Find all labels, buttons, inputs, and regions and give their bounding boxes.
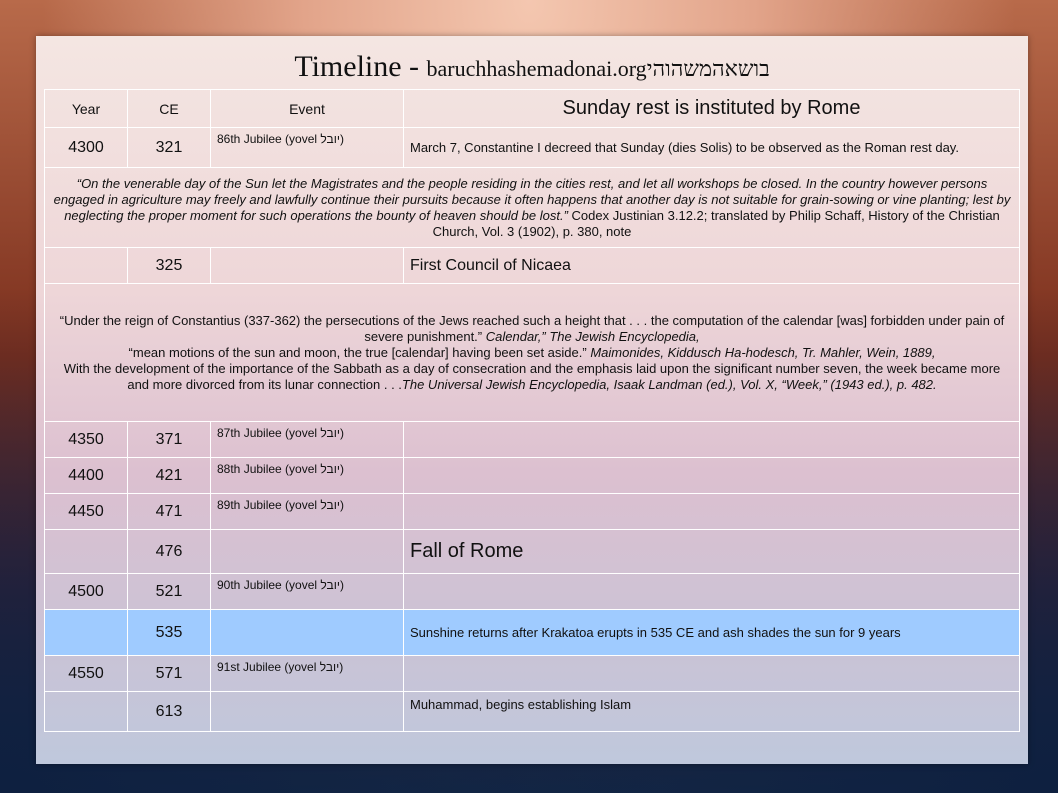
year-cell: 4550 <box>45 656 128 692</box>
jubilee-close: ) <box>339 660 344 674</box>
table-row <box>45 128 1020 168</box>
table-row <box>45 530 1020 574</box>
quote-source: Codex Justinian 3.12.2; translated by Philip Schaff, History of the Christian Church, Vol. 3 (1902), p. 380, note <box>432 207 1000 239</box>
jubilee-cell <box>211 692 404 732</box>
quote-cell <box>45 284 1020 422</box>
jubilee-cell <box>211 458 404 494</box>
quote-row <box>45 168 1020 248</box>
ce-cell: 476 <box>128 530 211 574</box>
table-row <box>45 458 1020 494</box>
jubilee-text: 87th Jubilee (yovel <box>217 426 321 440</box>
ce-cell: 535 <box>128 610 211 656</box>
table-row <box>45 422 1020 458</box>
year-cell: 4350 <box>45 422 128 458</box>
ce-cell: 371 <box>128 422 211 458</box>
ce-cell: 521 <box>128 574 211 610</box>
event-cell: March 7, Constantine I decreed that Sunday (dies Solis) to be observed as the Roman rest day. <box>404 128 1020 168</box>
jubilee-cell <box>211 610 404 656</box>
jubilee-text: 91st Jubilee (yovel <box>217 660 320 674</box>
table-row <box>45 248 1020 284</box>
jubilee-hebrew: יובל <box>320 498 340 512</box>
jubilee-close: ) <box>339 426 344 440</box>
event-cell: Fall of Rome <box>404 530 1020 574</box>
event-cell: First Council of Nicaea <box>404 248 1020 284</box>
table-row <box>45 656 1020 692</box>
jubilee-close: ) <box>339 132 344 146</box>
year-cell <box>45 610 128 656</box>
timeline-table <box>44 89 1020 732</box>
quote-text: “Under the reign of Constantius (337-362) the persecutions of the Jews reached such a height that . . . the computation of the calendar [was] forbidden under pain of severe punishment.” <box>59 312 1005 344</box>
quote-row <box>45 284 1020 422</box>
jubilee-close: ) <box>339 578 344 592</box>
jubilee-cell <box>211 248 404 284</box>
event-cell <box>404 494 1020 530</box>
year-cell: 4300 <box>45 128 128 168</box>
quote-source: Maimonides, Kiddusch Ha-hodesch, Tr. Mahler, Wein, 1889, <box>590 344 936 360</box>
jubilee-cell <box>211 422 404 458</box>
jubilee-hebrew: יובל <box>320 426 340 440</box>
jubilee-hebrew: יובל <box>320 132 340 146</box>
table-row <box>45 494 1020 530</box>
jubilee-hebrew: יובל <box>320 462 340 476</box>
table-row <box>45 692 1020 732</box>
quote-source: The Universal Jewish Encyclopedia, Isaak Landman (ed.), Vol. X, “Week,” (1943 ed.), p. 482. <box>401 376 937 392</box>
ce-cell: 325 <box>128 248 211 284</box>
ce-cell: 571 <box>128 656 211 692</box>
header-event: Event <box>211 90 404 128</box>
event-cell <box>404 458 1020 494</box>
jubilee-cell <box>211 656 404 692</box>
header-headline: Sunday rest is instituted by Rome <box>404 90 1020 128</box>
ce-cell: 471 <box>128 494 211 530</box>
jubilee-hebrew: יובל <box>320 578 340 592</box>
quote-text: “mean motions of the sun and moon, the true [calendar] having been set aside.” <box>128 344 591 360</box>
quote-cell <box>45 168 1020 248</box>
jubilee-close: ) <box>339 498 344 512</box>
jubilee-cell <box>211 494 404 530</box>
year-cell <box>45 530 128 574</box>
jubilee-text: 86th Jubilee (yovel <box>217 132 321 146</box>
jubilee-close: ) <box>339 462 344 476</box>
jubilee-text: 88th Jubilee (yovel <box>217 462 321 476</box>
page-title <box>36 50 1028 84</box>
slide <box>36 36 1028 764</box>
jubilee-hebrew: יובל <box>319 660 340 674</box>
jubilee-text: 90th Jubilee (yovel <box>217 578 321 592</box>
event-cell <box>404 574 1020 610</box>
table-row <box>45 610 1020 656</box>
year-cell <box>45 692 128 732</box>
event-cell: Sunshine returns after Krakatoa erupts in 535 CE and ash shades the sun for 9 years <box>404 610 1020 656</box>
jubilee-text: 89th Jubilee (yovel <box>217 498 321 512</box>
header-row <box>45 90 1020 128</box>
jubilee-cell <box>211 128 404 168</box>
title-hebrew: בושאהמשהוהי <box>646 56 770 81</box>
header-year: Year <box>45 90 128 128</box>
event-cell <box>404 422 1020 458</box>
title-site: baruchhashemadonai.org <box>426 56 647 81</box>
quote-text: With the development of the importance of the Sabbath as a day of consecration and the emphasis laid upon the significant number seven, the week became more and more divorced from its lunar connection . . . <box>63 360 1001 392</box>
year-cell <box>45 248 128 284</box>
ce-cell: 613 <box>128 692 211 732</box>
ce-cell: 321 <box>128 128 211 168</box>
year-cell: 4400 <box>45 458 128 494</box>
year-cell: 4450 <box>45 494 128 530</box>
quote-italic: “On the venerable day of the Sun let the Magistrates and the people residing in the cities rest, and let all workshops be closed. In the country however persons engaged in agriculture may freely and lawfully continue their pursuits because it often happens that another day is not suitable for grain-sowing or vine planting; lest by neglecting the proper moment for such operations the bounty of heaven should be lost.” <box>53 175 1011 223</box>
title-main: Timeline - <box>294 50 427 83</box>
table-row <box>45 574 1020 610</box>
jubilee-cell <box>211 530 404 574</box>
ce-cell: 421 <box>128 458 211 494</box>
jubilee-cell <box>211 574 404 610</box>
year-cell: 4500 <box>45 574 128 610</box>
event-cell <box>404 656 1020 692</box>
header-ce: CE <box>128 90 211 128</box>
quote-source: Calendar,” The Jewish Encyclopedia, <box>485 328 700 344</box>
event-cell: Muhammad, begins establishing Islam <box>404 692 1020 732</box>
